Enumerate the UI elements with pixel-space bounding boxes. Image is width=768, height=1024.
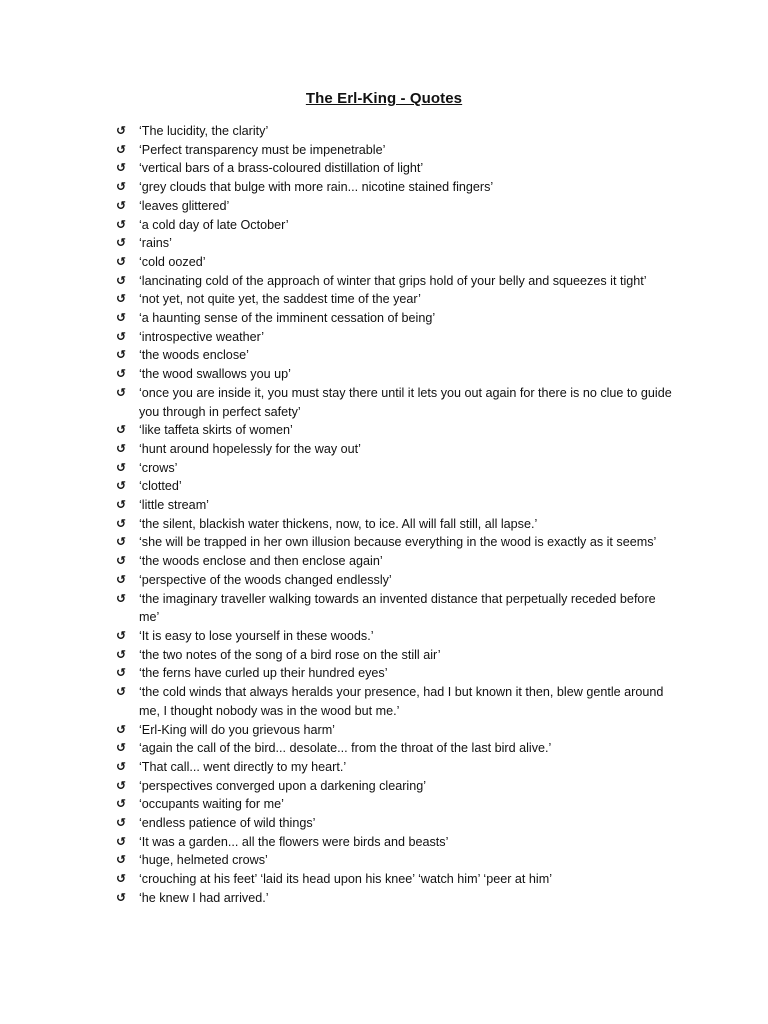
- list-item: [116, 851, 676, 870]
- quote-text: ‘a haunting sense of the imminent cessation of being’: [139, 311, 436, 326]
- list-item: [116, 421, 676, 440]
- quote-text: ‘It was a garden... all the flowers were birds and beasts’: [139, 834, 449, 849]
- list-item: [116, 234, 676, 253]
- list-item: [116, 646, 676, 665]
- circle-arrow-bullet-icon: ↺: [116, 441, 127, 456]
- quote-text: ‘crouching at his feet’ ‘laid its head upon his knee’ ‘watch him’ ‘peer at him’: [139, 872, 553, 887]
- quote-text: ‘lancinating cold of the approach of winter that grips hold of your belly and squeezes it tight’: [139, 273, 647, 288]
- list-item: [116, 384, 676, 421]
- circle-arrow-bullet-icon: ↺: [116, 310, 127, 325]
- list-item: [116, 533, 676, 552]
- list-item: [116, 552, 676, 571]
- list-item: [116, 141, 676, 160]
- list-item: [116, 159, 676, 178]
- quote-text: ‘the silent, blackish water thickens, now, to ice. All will fall still, all lapse.’: [139, 516, 538, 531]
- quote-text: ‘Erl-King will do you grievous harm’: [139, 722, 335, 737]
- quote-text: ‘she will be trapped in her own illusion because everything in the wood is exactly as it seems’: [139, 535, 657, 550]
- quote-text: ‘perspective of the woods changed endlessly’: [139, 572, 392, 587]
- quote-text: ‘Perfect transparency must be impenetrable’: [139, 142, 386, 157]
- quote-text: ‘endless patience of wild things’: [139, 816, 316, 831]
- circle-arrow-bullet-icon: ↺: [116, 254, 127, 269]
- circle-arrow-bullet-icon: ↺: [116, 684, 127, 699]
- quote-text: ‘once you are inside it, you must stay there until it lets you out again for there is no clue to guide you through in perfect safety’: [139, 385, 672, 419]
- circle-arrow-bullet-icon: ↺: [116, 871, 127, 886]
- quote-text: ‘vertical bars of a brass-coloured distillation of light’: [139, 161, 424, 176]
- circle-arrow-bullet-icon: ↺: [116, 852, 127, 867]
- circle-arrow-bullet-icon: ↺: [116, 890, 127, 905]
- list-item: [116, 870, 676, 889]
- circle-arrow-bullet-icon: ↺: [116, 291, 127, 306]
- quote-text: ‘not yet, not quite yet, the saddest time of the year’: [139, 292, 421, 307]
- quote-text: ‘clotted’: [139, 479, 182, 494]
- quote-text: ‘the woods enclose’: [139, 348, 249, 363]
- list-item: [116, 833, 676, 852]
- quote-text: ‘rains’: [139, 236, 172, 251]
- list-item: [116, 272, 676, 291]
- circle-arrow-bullet-icon: ↺: [116, 553, 127, 568]
- quote-list: [116, 122, 676, 908]
- list-item: [116, 664, 676, 683]
- circle-arrow-bullet-icon: ↺: [116, 665, 127, 680]
- list-item: [116, 721, 676, 740]
- circle-arrow-bullet-icon: ↺: [116, 497, 127, 512]
- circle-arrow-bullet-icon: ↺: [116, 123, 127, 138]
- quote-text: ‘cold oozed’: [139, 254, 206, 269]
- quote-text: ‘occupants waiting for me’: [139, 797, 284, 812]
- list-item: [116, 290, 676, 309]
- circle-arrow-bullet-icon: ↺: [116, 385, 127, 400]
- quote-text: ‘the wood swallows you up’: [139, 367, 291, 382]
- list-item: [116, 814, 676, 833]
- list-item: [116, 459, 676, 478]
- quote-text: ‘The lucidity, the clarity’: [139, 124, 269, 138]
- quote-text: ‘perspectives converged upon a darkening clearing’: [139, 778, 427, 793]
- quote-text: ‘little stream’: [139, 498, 209, 513]
- circle-arrow-bullet-icon: ↺: [116, 235, 127, 250]
- circle-arrow-bullet-icon: ↺: [116, 591, 127, 606]
- quote-text: ‘huge, helmeted crows’: [139, 853, 268, 868]
- list-item: [116, 122, 676, 141]
- list-item: [116, 477, 676, 496]
- list-item: [116, 365, 676, 384]
- list-item: [116, 178, 676, 197]
- quote-text: ‘the woods enclose and then enclose again’: [139, 554, 383, 569]
- quote-text: ‘the two notes of the song of a bird rose on the still air’: [139, 647, 441, 662]
- list-item: [116, 795, 676, 814]
- list-item: [116, 739, 676, 758]
- quote-text: ‘crows’: [139, 460, 178, 475]
- list-item: [116, 571, 676, 590]
- circle-arrow-bullet-icon: ↺: [116, 329, 127, 344]
- circle-arrow-bullet-icon: ↺: [116, 815, 127, 830]
- list-item: [116, 515, 676, 534]
- circle-arrow-bullet-icon: ↺: [116, 647, 127, 662]
- circle-arrow-bullet-icon: ↺: [116, 478, 127, 493]
- page-title: The Erl-King - Quotes: [305, 90, 463, 107]
- circle-arrow-bullet-icon: ↺: [116, 778, 127, 793]
- quote-text: ‘like taffeta skirts of women’: [139, 423, 293, 438]
- list-item: [116, 889, 676, 908]
- circle-arrow-bullet-icon: ↺: [116, 834, 127, 849]
- list-item: [116, 590, 676, 627]
- quote-text: ‘again the call of the bird... desolate... from the throat of the last bird alive.’: [139, 741, 552, 756]
- circle-arrow-bullet-icon: ↺: [116, 160, 127, 175]
- list-item: [116, 627, 676, 646]
- quote-text: ‘That call... went directly to my heart.’: [139, 759, 347, 774]
- quote-text: ‘the ferns have curled up their hundred eyes’: [139, 666, 388, 681]
- quote-text: ‘a cold day of late October’: [139, 217, 289, 232]
- list-item: [116, 683, 676, 720]
- circle-arrow-bullet-icon: ↺: [116, 759, 127, 774]
- quote-text: ‘leaves glittered’: [139, 198, 230, 213]
- circle-arrow-bullet-icon: ↺: [116, 217, 127, 232]
- circle-arrow-bullet-icon: ↺: [116, 628, 127, 643]
- circle-arrow-bullet-icon: ↺: [116, 740, 127, 755]
- list-item: [116, 346, 676, 365]
- list-item: [116, 777, 676, 796]
- circle-arrow-bullet-icon: ↺: [116, 422, 127, 437]
- circle-arrow-bullet-icon: ↺: [116, 722, 127, 736]
- circle-arrow-bullet-icon: ↺: [116, 198, 127, 213]
- circle-arrow-bullet-icon: ↺: [116, 516, 127, 531]
- quote-text: ‘the imaginary traveller walking towards an invented distance that perpetually receded before me’: [139, 591, 656, 625]
- list-item: [116, 216, 676, 235]
- list-item: [116, 253, 676, 272]
- quote-text: ‘hunt around hopelessly for the way out’: [139, 441, 361, 456]
- circle-arrow-bullet-icon: ↺: [116, 273, 127, 288]
- circle-arrow-bullet-icon: ↺: [116, 366, 127, 381]
- list-item: [116, 496, 676, 515]
- quote-text: ‘the cold winds that always heralds your presence, had I but known it then, blew gentle around me, I thought nobody was in the wood but me.’: [139, 685, 664, 718]
- list-item: [116, 328, 676, 347]
- circle-arrow-bullet-icon: ↺: [116, 796, 127, 811]
- circle-arrow-bullet-icon: ↺: [116, 142, 127, 157]
- list-item: [116, 197, 676, 216]
- list-item: [116, 309, 676, 328]
- circle-arrow-bullet-icon: ↺: [116, 534, 127, 549]
- circle-arrow-bullet-icon: ↺: [116, 460, 127, 475]
- circle-arrow-bullet-icon: ↺: [116, 572, 127, 587]
- circle-arrow-bullet-icon: ↺: [116, 347, 127, 362]
- circle-arrow-bullet-icon: ↺: [116, 179, 127, 194]
- quote-text: ‘grey clouds that bulge with more rain... nicotine stained fingers’: [139, 180, 494, 195]
- quote-text: ‘he knew I had arrived.’: [139, 890, 269, 905]
- quote-text: ‘introspective weather’: [139, 329, 265, 344]
- list-item: [116, 758, 676, 777]
- quote-text: ‘It is easy to lose yourself in these woods.’: [139, 628, 374, 643]
- list-item: [116, 440, 676, 459]
